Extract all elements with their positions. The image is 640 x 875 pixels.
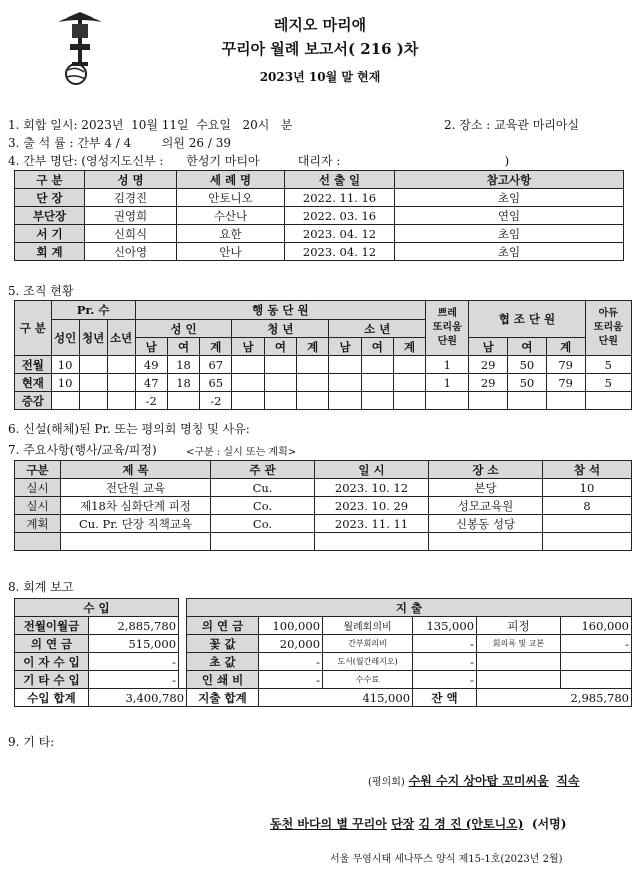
others-label: 9. 기 타:: [8, 735, 55, 749]
org-cell: [79, 356, 107, 374]
col-header: 성 명: [85, 171, 177, 189]
event-date: [315, 533, 429, 551]
officer-elected-date: 2023. 04. 12: [285, 225, 395, 243]
expense-amount: -: [259, 671, 323, 689]
event-host: Cu.: [211, 479, 315, 497]
expense-label: [477, 653, 561, 671]
event-attendance: [543, 515, 632, 533]
event-date: 2023. 11. 11: [315, 515, 429, 533]
org-cell: [264, 392, 296, 410]
officer-list-label: 4. 간부 명단: (영성지도신부 : 한성기 마티아 대리자 : ): [8, 154, 510, 168]
officer-name: 김경진: [85, 189, 177, 207]
org-cell: 79: [546, 356, 585, 374]
org-cell: [329, 392, 361, 410]
total-income-label: 수입 합계: [15, 689, 89, 707]
col-header-pr-adult: 성인: [51, 320, 79, 356]
expense-amount: [561, 671, 632, 689]
col-header-pr-youth: 청년: [79, 320, 107, 356]
col-header: 구 분: [15, 171, 85, 189]
org-cell: 18: [167, 356, 199, 374]
col-header: 주 관: [211, 461, 315, 479]
org-cell: -2: [200, 392, 232, 410]
officer-note: 초임: [395, 189, 624, 207]
income-label: 전월이월금: [15, 617, 89, 635]
event-host: [211, 533, 315, 551]
council-name: 수원 수지 상아탑 꼬미씨움: [408, 774, 549, 788]
org-row-label: 전월: [15, 356, 52, 374]
officer-elected-date: 2022. 11. 16: [285, 189, 395, 207]
officer-role: 회 계: [15, 243, 85, 261]
finance-totals-row: [15, 689, 632, 707]
balance-label: 잔 액: [413, 689, 477, 707]
org-cell: 1: [426, 374, 469, 392]
expense-amount: -: [413, 671, 477, 689]
col-header-male: 남: [232, 338, 264, 356]
org-cell: 10: [51, 374, 79, 392]
event-type: 계획: [15, 515, 61, 533]
income-label: 기 타 수 입: [15, 671, 89, 689]
officer-name: 권영희: [85, 207, 177, 225]
event-host: Co.: [211, 497, 315, 515]
event-type: [15, 533, 61, 551]
officer-note: 연임: [395, 207, 624, 225]
officer-row: [15, 189, 624, 207]
officer-baptismal-name: 요한: [177, 225, 285, 243]
expense-amount: -: [259, 653, 323, 671]
org-cell: [264, 356, 296, 374]
expense-amount: 20,000: [259, 635, 323, 653]
event-title: 제18차 심화단계 피정: [61, 497, 211, 515]
curia-name: 동천 바다의 별 꾸리아: [270, 817, 387, 831]
org-cell: [329, 356, 361, 374]
expense-amount: 135,000: [413, 617, 477, 635]
expense-amount: 160,000: [561, 617, 632, 635]
org-cell: [393, 356, 425, 374]
col-header: 장 소: [429, 461, 543, 479]
col-header-total: 계: [393, 338, 425, 356]
org-cell: 5: [585, 374, 631, 392]
income-amount: 515,000: [89, 635, 179, 653]
expense-label: 도서(월간레지오): [323, 653, 413, 671]
report-date: 2023년 10월 말 현재: [259, 70, 381, 84]
income-amount: -: [89, 653, 179, 671]
officer-row: [15, 225, 624, 243]
org-cell: 29: [469, 374, 508, 392]
org-cell: [107, 392, 135, 410]
org-cell: [393, 374, 425, 392]
events-table: [14, 460, 632, 551]
expense-label: 회의록 및 교본: [477, 635, 561, 653]
council-prefix: (평의회): [368, 777, 405, 788]
event-host: Co.: [211, 515, 315, 533]
col-header-pr-boy: 소년: [107, 320, 135, 356]
col-header-female: 여: [508, 338, 547, 356]
col-header-action-members: 행 동 단 원: [135, 301, 426, 320]
officer-elected-date: 2022. 03. 16: [285, 207, 395, 225]
org-cell: [393, 392, 425, 410]
event-title: Cu. Pr. 단장 직책교육: [61, 515, 211, 533]
col-header-total: 계: [200, 338, 232, 356]
org-cell: 47: [135, 374, 167, 392]
expense-label: 초 값: [187, 653, 259, 671]
org-cell: [297, 392, 329, 410]
event-place: 신봉동 성당: [429, 515, 543, 533]
org-cell: 18: [167, 374, 199, 392]
officer-name: 신희식: [85, 225, 177, 243]
event-attendance: [543, 533, 632, 551]
expense-label: 피정: [477, 617, 561, 635]
total-income-amount: 3,400,780: [89, 689, 187, 707]
col-header-male: 남: [329, 338, 361, 356]
expense-amount: -: [561, 635, 632, 653]
event-place: 본당: [429, 479, 543, 497]
event-row: [15, 515, 632, 533]
attendance: 3. 출 석 률 : 간부 4 / 4 의원 26 / 39: [8, 136, 232, 150]
council-line: [368, 772, 580, 789]
col-header: 제 목: [61, 461, 211, 479]
signature-line: [270, 815, 566, 832]
col-header-praetorian: 쁘레 또리움 단원: [426, 301, 469, 356]
org-cell: [232, 374, 264, 392]
col-header-male: 남: [469, 338, 508, 356]
events-note: <구분 : 실시 또는 계획>: [186, 447, 297, 458]
officer-baptismal-name: 수산나: [177, 207, 285, 225]
officer-row: [15, 243, 624, 261]
title-legio: 레지오 마리애: [273, 16, 367, 34]
col-header: 세 례 명: [177, 171, 285, 189]
col-header: 구분: [15, 461, 61, 479]
meeting-datetime: 1. 회합 일시: 2023년 10월 11일 수요일 20시 분: [8, 118, 293, 132]
org-cell: [232, 392, 264, 410]
org-cell: [79, 374, 107, 392]
col-header: 일 시: [315, 461, 429, 479]
org-cell: 67: [200, 356, 232, 374]
finance-row: [15, 617, 632, 635]
event-title: [61, 533, 211, 551]
meeting-place: 2. 장소 : 교육관 마리아실: [444, 118, 580, 132]
event-place: 성모교육원: [429, 497, 543, 515]
col-header-male: 남: [135, 338, 167, 356]
organization-table: [14, 300, 632, 410]
org-cell: [79, 392, 107, 410]
col-header-female: 여: [264, 338, 296, 356]
col-header: 선 출 일: [285, 171, 395, 189]
org-cell: [508, 392, 547, 410]
expense-amount: -: [413, 653, 477, 671]
org-row: [15, 356, 632, 374]
org-cell: [361, 392, 393, 410]
col-header-pr: Pr. 수: [51, 301, 135, 320]
event-row: [15, 497, 632, 515]
col-header-adult: 성 인: [135, 320, 232, 338]
org-cell: 5: [585, 356, 631, 374]
col-header: 참고사항: [395, 171, 624, 189]
officer-note: 초임: [395, 243, 624, 261]
org-cell: [329, 374, 361, 392]
council-suffix: 직속: [556, 774, 580, 788]
org-cell: [361, 356, 393, 374]
income-amount: 2,885,780: [89, 617, 179, 635]
col-header-female: 여: [361, 338, 393, 356]
officers-table: [14, 170, 624, 261]
org-cell: [297, 356, 329, 374]
event-row: [15, 479, 632, 497]
expense-label: 수수료: [323, 671, 413, 689]
expense-label: 간부회의비: [323, 635, 413, 653]
leader-label: 단장: [391, 817, 415, 831]
col-header-total: 계: [546, 338, 585, 356]
event-type: 실시: [15, 479, 61, 497]
org-cell: [546, 392, 585, 410]
org-cell: [585, 392, 631, 410]
col-header-gubun: 구 분: [15, 301, 52, 356]
event-attendance: 10: [543, 479, 632, 497]
col-header-adjutorian: 아듀 또리움 단원: [585, 301, 631, 356]
expense-label: 월례회의비: [323, 617, 413, 635]
org-cell: 50: [508, 374, 547, 392]
org-cell: [232, 356, 264, 374]
org-cell: [51, 392, 79, 410]
expense-amount: -: [413, 635, 477, 653]
org-cell: [167, 392, 199, 410]
expense-header: 지 출: [187, 599, 632, 617]
leader-name: 김 경 진 (안토니오): [418, 817, 524, 831]
col-header-boy: 소 년: [329, 320, 426, 338]
org-cell: 50: [508, 356, 547, 374]
officers-header-row: [15, 171, 624, 189]
org-cell: [426, 392, 469, 410]
event-row: [15, 533, 632, 551]
org-cell: -2: [135, 392, 167, 410]
col-header-female: 여: [167, 338, 199, 356]
event-place: [429, 533, 543, 551]
expense-label: 의 연 금: [187, 617, 259, 635]
org-cell: [297, 374, 329, 392]
report-title: 꾸리아 월례 보고서( 216 )차: [221, 40, 419, 58]
officer-name: 신아영: [85, 243, 177, 261]
officer-elected-date: 2023. 04. 12: [285, 243, 395, 261]
total-expense-amount: 415,000: [259, 689, 413, 707]
org-cell: [469, 392, 508, 410]
finance-row: [15, 653, 632, 671]
officer-note: 초임: [395, 225, 624, 243]
officer-role: 서 기: [15, 225, 85, 243]
org-cell: 49: [135, 356, 167, 374]
officer-role: 부단장: [15, 207, 85, 225]
org-row-label: 현재: [15, 374, 52, 392]
org-row: [15, 392, 632, 410]
event-title: 전단원 교육: [61, 479, 211, 497]
total-expense-label: 지출 합계: [187, 689, 259, 707]
event-attendance: 8: [543, 497, 632, 515]
line-new-dissolved: 6. 신설(해체)된 Pr. 또는 평의회 명칭 및 사유:: [8, 422, 250, 436]
expense-label: 인 쇄 비: [187, 671, 259, 689]
form-number: 서울 무염시태 세나뚜스 양식 제15-1호(2023년 2월): [330, 854, 563, 865]
officer-baptismal-name: 안나: [177, 243, 285, 261]
officer-baptismal-name: 안토니오: [177, 189, 285, 207]
org-cell: 1: [426, 356, 469, 374]
expense-label: [477, 671, 561, 689]
officer-row: [15, 207, 624, 225]
finance-row: [15, 635, 632, 653]
signature-mark: (서명): [531, 817, 567, 831]
org-section-title: 5. 조직 현황: [8, 284, 74, 298]
org-cell: [107, 374, 135, 392]
income-label: 이 자 수 입: [15, 653, 89, 671]
event-date: 2023. 10. 12: [315, 479, 429, 497]
expense-label: 꽃 값: [187, 635, 259, 653]
finance-section-title: 8. 회계 보고: [8, 580, 74, 594]
col-header-youth: 청 년: [232, 320, 329, 338]
finance-table: [14, 598, 632, 707]
org-row: [15, 374, 632, 392]
income-label: 의 연 금: [15, 635, 89, 653]
event-type: 실시: [15, 497, 61, 515]
events-section-title: 7. 주요사항(행사/교육/피정): [8, 443, 157, 457]
org-cell: 29: [469, 356, 508, 374]
org-cell: 79: [546, 374, 585, 392]
event-date: 2023. 10. 29: [315, 497, 429, 515]
finance-row: [15, 671, 632, 689]
org-cell: [107, 356, 135, 374]
org-cell: [361, 374, 393, 392]
col-header: 참 석: [543, 461, 632, 479]
col-header-auxiliary: 협 조 단 원: [469, 301, 585, 338]
expense-amount: [561, 653, 632, 671]
org-cell: 65: [200, 374, 232, 392]
org-cell: 10: [51, 356, 79, 374]
org-row-label: 증감: [15, 392, 52, 410]
income-header: 수 입: [15, 599, 179, 617]
org-cell: [264, 374, 296, 392]
col-header-total: 계: [297, 338, 329, 356]
income-amount: -: [89, 671, 179, 689]
expense-amount: 100,000: [259, 617, 323, 635]
balance-amount: 2,985,780: [477, 689, 632, 707]
officer-role: 단 장: [15, 189, 85, 207]
